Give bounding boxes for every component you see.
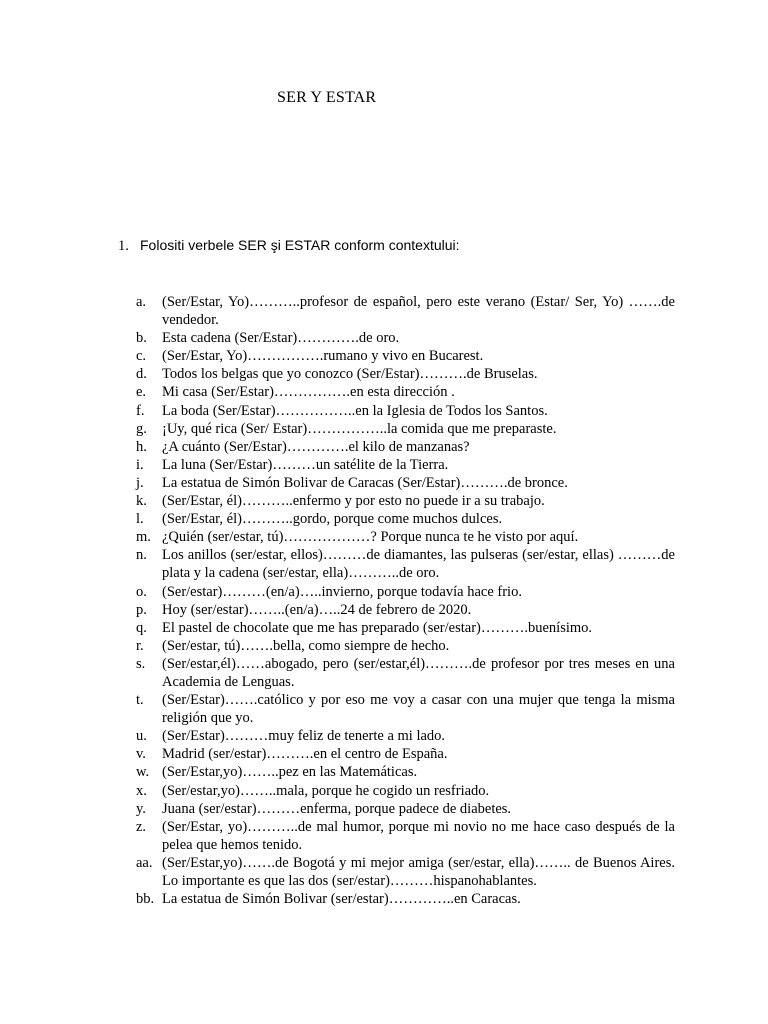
exercise-item-marker: e. [136,384,147,401]
exercise-item [136,854,675,890]
exercise-item-marker: b. [136,330,147,347]
exercise-item [136,329,675,347]
exercise-item [136,691,675,727]
exercise-item [136,890,675,908]
exercise-item-marker: r. [136,637,144,654]
exercise-item-marker: aa. [136,854,153,871]
instruction-number: 1. [118,238,129,254]
exercise-item [136,655,675,691]
exercise-item-text: (Ser/Estar,yo)……..pez en las Matemáticas. [162,764,418,781]
exercise-item [136,438,675,456]
exercise-item-marker: h. [136,438,147,455]
exercise-item [136,763,675,781]
exercise-item-text: Juana (ser/estar)………enferma, porque padece de diabetes. [162,800,512,817]
exercise-item [136,818,675,854]
exercise-item [136,637,675,655]
exercise-item [136,383,675,401]
exercise-item-marker: v. [136,746,146,763]
exercise-item-text: El pastel de chocolate que me has preparado (ser/estar)……….buenísimo. [162,619,593,636]
exercise-item-marker: m. [136,529,151,546]
exercise-item-marker: n. [136,547,147,564]
exercise-item [136,583,675,601]
exercise-item [136,727,675,745]
exercise-item-marker: g. [136,420,147,437]
exercise-item [136,293,675,329]
exercise-item-text: (Ser/Estar)………muy feliz de tenerte a mi lado. [162,728,446,745]
exercise-item-text: ¿A cuánto (Ser/Estar)………….el kilo de manzanas? [162,438,470,455]
exercise-item-text: (Ser/Estar, yo)………..de mal humor, porque mi novio no me hace caso después de la pelea que hemos tenido. [162,818,675,853]
exercise-item-marker: i. [136,456,144,473]
exercise-item [136,456,675,474]
exercise-item-marker: p. [136,601,147,618]
exercise-item-marker: w. [136,764,150,781]
exercise-item-marker: y. [136,800,146,817]
instruction-text: Folositi verbele SER şi ESTAR conform contextului: [140,237,460,253]
exercise-item [136,420,675,438]
exercise-item-text: (Ser/Estar, Yo)………..profesor de español, pero este verano (Estar/ Ser, Yo) …….de vendedor. [162,294,675,329]
exercise-item-text: La boda (Ser/Estar)……………..en la Iglesia de Todos los Santos. [162,402,548,419]
exercise-item [136,619,675,637]
exercise-item-text: (Ser/estar,él)……abogado, pero (ser/estar,él)……….de profesor por tres meses en una Academia de Lenguas. [162,655,675,690]
exercise-item-marker: bb. [136,891,155,908]
exercise-item-text: La estatua de Simón Bolivar (ser/estar)…………..en Caracas. [162,891,521,908]
exercise-item-marker: k. [136,493,147,510]
exercise-item-marker: l. [136,511,144,528]
exercise-item-marker: f. [136,402,145,419]
exercise-item-text: Los anillos (ser/estar, ellos)………de diamantes, las pulseras (ser/estar, ellas) ………de plata y la cadena (ser/estar, ella)………..de oro. [162,547,675,582]
exercise-item-text: Todos los belgas que yo conozco (Ser/Estar)……….de Bruselas. [162,366,538,383]
exercise-item [136,745,675,763]
exercise-item-text: (Ser/Estar, él)………..enfermo y por esto no puede ir a su trabajo. [162,493,545,510]
exercise-list [136,293,675,908]
exercise-item [136,347,675,365]
exercise-item [136,402,675,420]
exercise-item [136,546,675,582]
exercise-item-text: (Ser/Estar,yo)…….de Bogotá y mi mejor amiga (ser/estar, ella)…….. de Buenos Aires. Lo importante es que las dos (ser/estar)………hispanohablantes. [162,854,675,889]
exercise-item-text: Hoy (ser/estar)……..(en/a)…..24 de febrero de 2020. [162,601,472,618]
exercise-item [136,800,675,818]
exercise-item-marker: o. [136,583,147,600]
exercise-item-text: ¡Uy, qué rica (Ser/ Estar)……………..la comida que me preparaste. [162,420,557,437]
exercise-item-text: (Ser/estar, tú)…….bella, como siempre de hecho. [162,637,450,654]
exercise-item-marker: q. [136,619,147,636]
exercise-instruction [118,237,460,255]
exercise-item-text: La luna (Ser/Estar)………un satélite de la Tierra. [162,456,449,473]
exercise-item-text: Mi casa (Ser/Estar)…………….en esta dirección . [162,384,455,401]
exercise-item [136,528,675,546]
exercise-item [136,365,675,383]
exercise-item [136,782,675,800]
exercise-item-text: (Ser/Estar, Yo)…………….rumano y vivo en Bucarest. [162,348,484,365]
exercise-item [136,474,675,492]
exercise-item-marker: a. [136,294,147,310]
exercise-item-marker: d. [136,366,147,383]
exercise-item [136,492,675,510]
exercise-item-text: La estatua de Simón Bolivar de Caracas (Ser/Estar)……….de bronce. [162,474,568,491]
exercise-item [136,510,675,528]
exercise-item-marker: c. [136,348,147,365]
exercise-item-marker: j. [136,474,144,491]
exercise-item-marker: z. [136,818,147,835]
exercise-item-text: Madrid (ser/estar)……….en el centro de España. [162,746,448,763]
exercise-item-text: Esta cadena (Ser/Estar)………….de oro. [162,330,400,347]
page-title: SER Y ESTAR [277,89,377,106]
exercise-item-marker: s. [136,655,146,672]
exercise-item-marker: u. [136,728,147,745]
exercise-item-text: ¿Quién (ser/estar, tú)………………? Porque nunca te he visto por aquí. [162,529,579,546]
exercise-item-text: (Ser/estar)………(en/a)…..invierno, porque todavía hace frio. [162,583,522,600]
exercise-item [136,601,675,619]
exercise-item-text: (Ser/estar,yo)……..mala, porque he cogido un resfriado. [162,782,490,799]
exercise-item-marker: x. [136,782,147,799]
exercise-item-text: (Ser/Estar)…….católico y por eso me voy a casar con una mujer que tenga la misma religión que yo. [162,692,675,727]
exercise-item-text: (Ser/Estar, él)………..gordo, porque come muchos dulces. [162,511,503,528]
exercise-item-marker: t. [136,692,144,709]
